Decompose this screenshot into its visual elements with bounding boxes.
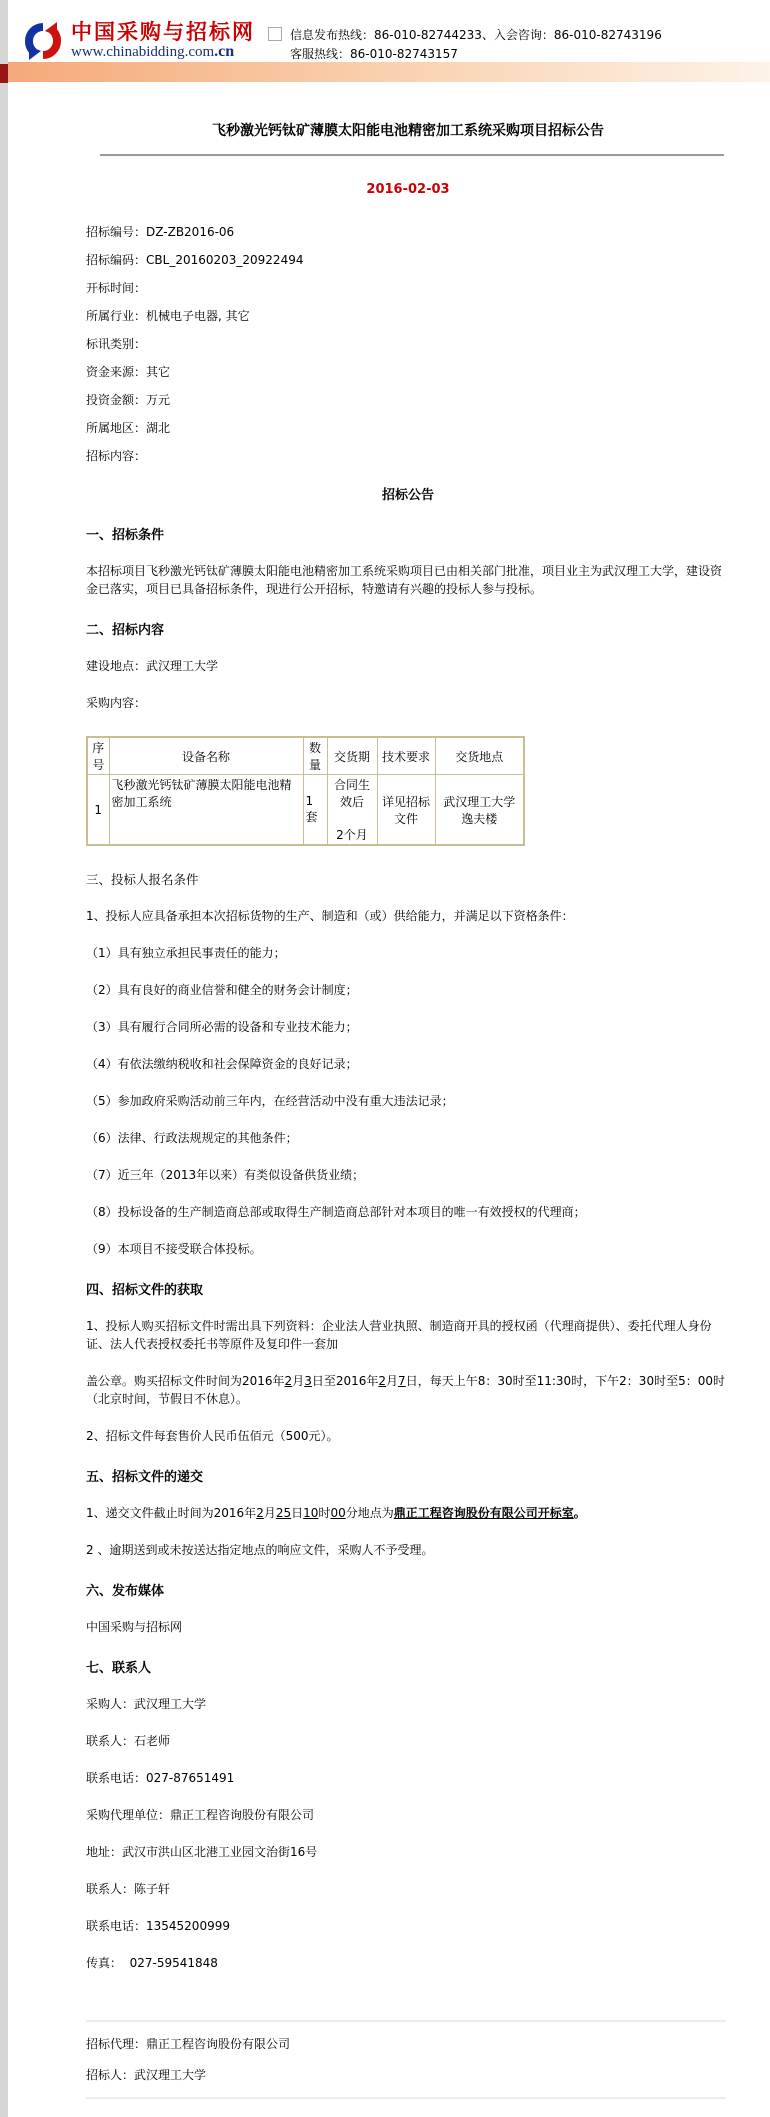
document-footer xyxy=(86,2020,730,2117)
footer-lines xyxy=(86,2035,730,2084)
meta-field-label: 招标编码： xyxy=(86,253,147,267)
meta-field xyxy=(86,279,730,297)
column-header: 序号 xyxy=(87,737,109,775)
meta-field xyxy=(86,391,730,409)
paragraph: 中国采购与招标网 xyxy=(86,1620,183,1634)
paragraph: 本招标项目飞秒激光钙钛矿薄膜太阳能电池精密加工系统采购项目已由相关部门批准，项目业主为武汉理工大学，建设资金已落实，项目已具备招标条件，现进行公开招标，特邀请有兴趣的投标人参与投标。 xyxy=(86,564,723,596)
accent-bar-cap xyxy=(0,64,8,83)
text-segment: 00 xyxy=(330,1506,346,1520)
section-heading: 六、发布媒体 xyxy=(86,1584,165,1599)
paragraph: 1、投标人应具备承担本次招标货物的生产、制造和（或）供给能力，并满足以下资格条件： xyxy=(86,909,574,923)
title-divider xyxy=(100,154,724,156)
text-segment: 。 xyxy=(573,1506,586,1520)
text-segment: 月 xyxy=(263,1506,276,1520)
meta-field xyxy=(86,251,730,269)
table-cell-line: 1套 xyxy=(305,794,318,824)
paragraph: 1、投标人购买招标文件时需出具下列资料：企业法人营业执照、制造商开具的授权函（代理商提供）、委托代理人身份证、法人代表授权委托书等原件及复印件一套加 xyxy=(86,1319,712,1351)
footer-divider-bottom xyxy=(86,2097,726,2099)
paragraph: （8）投标设备的生产制造商总部或取得生产制造商总部针对本项目的唯一有效授权的代理商； xyxy=(86,1205,586,1219)
hotline-line-1: 信息发布热线：86-010-82744233、入会咨询：86-010-82743196 xyxy=(290,28,662,42)
section-heading: 一、招标条件 xyxy=(86,528,165,543)
table-cell-line: 2个月 xyxy=(336,828,368,842)
footer-divider-top xyxy=(86,2020,726,2022)
table-cell xyxy=(87,775,109,846)
text-segment: 7 xyxy=(398,1374,406,1388)
image-placeholder-icon xyxy=(268,27,282,41)
table-header-row xyxy=(87,737,524,775)
meta-field-label: 所属行业： xyxy=(86,309,147,323)
paragraph: 联系电话：13545200999 xyxy=(86,1919,230,1933)
accent-bar xyxy=(8,62,770,82)
column-header: 数量 xyxy=(303,737,327,775)
text-segment: 日至2016年 xyxy=(311,1374,379,1388)
section-heading: 四、招标文件的获取 xyxy=(86,1283,204,1298)
text-segment: 盖公章。购买招标文件时间为2016年 xyxy=(86,1374,285,1388)
meta-field-value: DZ-ZB2016-06 xyxy=(146,225,235,239)
text-segment: 鼎正工程咨询股份有限公司开标室 xyxy=(393,1506,574,1520)
site-url xyxy=(71,43,255,61)
text-segment: 2 xyxy=(256,1506,264,1520)
hotline-row-1 xyxy=(268,26,662,45)
text-segment: 2 xyxy=(378,1374,387,1388)
text-segment: 月 xyxy=(386,1374,399,1388)
text-segment: 10 xyxy=(303,1506,319,1520)
paragraph: （1）具有独立承担民事责任的能力； xyxy=(86,946,286,960)
section-heading: 七、联系人 xyxy=(86,1661,152,1676)
paragraph: （3）具有履行合同所必需的设备和专业技术能力； xyxy=(86,1020,358,1034)
paragraph: 采购人：武汉理工大学 xyxy=(86,1697,207,1711)
paragraph: （2）具有良好的商业信誉和健全的财务会计制度； xyxy=(86,983,358,997)
meta-field-label: 招标编号： xyxy=(86,225,147,239)
meta-field-value: 机械电子电器, 其它 xyxy=(146,309,250,323)
paragraph: 联系人：陈子轩 xyxy=(86,1882,171,1896)
paragraph: 采购内容： xyxy=(86,696,147,710)
paragraph: 建设地点：武汉理工大学 xyxy=(86,659,219,673)
column-header: 交货地点 xyxy=(435,737,524,775)
footer-line: 招标代理：鼎正工程咨询股份有限公司 xyxy=(86,2037,291,2051)
page xyxy=(8,0,770,2117)
section-heading: 三、投标人报名条件 xyxy=(86,872,199,887)
paragraph: （7）近三年（2013年以来）有类似设备供货业绩； xyxy=(86,1168,365,1182)
meta-field xyxy=(86,363,730,381)
meta-field-value: 湖北 xyxy=(146,421,171,435)
paragraph xyxy=(86,1504,730,1522)
footer-line: 招标人：武汉理工大学 xyxy=(86,2068,207,2082)
site-name: 中国采购与招标网 xyxy=(71,20,255,45)
table-cell xyxy=(435,775,524,846)
table-row xyxy=(87,775,524,846)
meta-field-value: 其它 xyxy=(146,365,171,379)
table-cell xyxy=(327,775,377,846)
meta-field-value: 万元 xyxy=(146,393,171,407)
announcement-heading: 招标公告 xyxy=(381,488,434,503)
text-segment: 3 xyxy=(304,1374,312,1388)
paragraph: 传真： 027-59541848 xyxy=(86,1956,218,1970)
column-header: 技术要求 xyxy=(377,737,435,775)
table-cell xyxy=(377,775,435,846)
meta-field xyxy=(86,447,730,465)
table-cell-line: 1 xyxy=(94,802,103,817)
meta-field-label: 投资金额： xyxy=(86,393,147,407)
publish-date: 2016-02-03 xyxy=(366,182,450,197)
meta-field-label: 开标时间： xyxy=(86,281,147,295)
table-cell-line: 飞秒激光钙钛矿薄膜太阳能电池精密加工系统 xyxy=(111,778,292,809)
table-cell xyxy=(109,775,303,846)
text-segment: 2 xyxy=(284,1374,293,1388)
paragraph: 联系电话：027-87651491 xyxy=(86,1771,235,1785)
page-title: 飞秒激光钙钛矿薄膜太阳能电池精密加工系统采购项目招标公告 xyxy=(212,123,604,139)
meta-fields xyxy=(86,223,730,465)
table-cell-line: 详见招标文件 xyxy=(381,794,430,826)
text-segment: 日，每天上午8：30时至11:30时，下午2：30时至5：00时（北京时间，节假日不休息）。 xyxy=(86,1374,725,1406)
column-header: 交货期 xyxy=(327,737,377,775)
meta-field-value: CBL_20160203_20922494 xyxy=(146,253,304,267)
hotline-line-2: 客服热线：86-010-82743157 xyxy=(290,47,458,61)
site-logo[interactable] xyxy=(20,20,255,62)
meta-field xyxy=(86,307,730,325)
table-cell-line: 武汉理工大学逸夫楼 xyxy=(443,794,516,826)
meta-field xyxy=(86,335,730,353)
paragraph: 联系人：石老师 xyxy=(86,1734,171,1748)
site-header xyxy=(8,0,770,62)
hotline-info xyxy=(268,26,662,64)
paragraph: 采购代理单位：鼎正工程咨询股份有限公司 xyxy=(86,1808,315,1822)
paragraph: （5）参加政府采购活动前三年内，在经营活动中没有重大违法记录； xyxy=(86,1094,454,1108)
logo-arrows-icon xyxy=(20,20,66,62)
document-content xyxy=(8,120,770,2117)
table-cell xyxy=(303,775,327,846)
paragraph: 2 、逾期送到或未按送达指定地点的响应文件，采购人不予受理。 xyxy=(86,1543,434,1557)
logo-text xyxy=(71,21,255,61)
paragraph: （4）有依法缴纳税收和社会保障资金的良好记录； xyxy=(86,1057,358,1071)
paragraph xyxy=(86,1372,730,1408)
meta-field-label: 所属地区： xyxy=(86,421,147,435)
text-segment: 分地点为 xyxy=(345,1506,394,1520)
meta-field xyxy=(86,419,730,437)
paragraph: （9）本项目不接受联合体投标。 xyxy=(86,1242,262,1256)
meta-field-label: 招标内容： xyxy=(86,449,147,463)
text-segment: 日 xyxy=(291,1506,304,1520)
procurement-table xyxy=(86,736,525,846)
announcement-body xyxy=(86,484,730,1972)
paragraph: （6）法律、行政法规规定的其他条件； xyxy=(86,1131,298,1145)
meta-field xyxy=(86,223,730,241)
paragraph: 地址：武汉市洪山区北港工业园文治街16号 xyxy=(86,1845,318,1859)
column-header: 设备名称 xyxy=(109,737,303,775)
text-segment: 1、递交文件截止时间为2016年 xyxy=(86,1506,257,1520)
text-segment: 25 xyxy=(275,1506,292,1520)
section-heading: 二、招标内容 xyxy=(86,623,165,638)
table-cell-line: 合同生效后 xyxy=(333,778,370,809)
text-segment: 时 xyxy=(318,1506,331,1520)
meta-field-label: 资金来源： xyxy=(86,365,147,379)
meta-field-label: 标讯类别： xyxy=(86,337,147,351)
text-segment: 月 xyxy=(292,1374,305,1388)
site-url-tld: .cn xyxy=(214,43,235,61)
site-url-main: www.chinabidding.com xyxy=(71,44,215,61)
section-heading: 五、招标文件的递交 xyxy=(86,1470,204,1485)
paragraph: 2、招标文件每套售价人民币伍佰元（500元）。 xyxy=(86,1429,339,1443)
